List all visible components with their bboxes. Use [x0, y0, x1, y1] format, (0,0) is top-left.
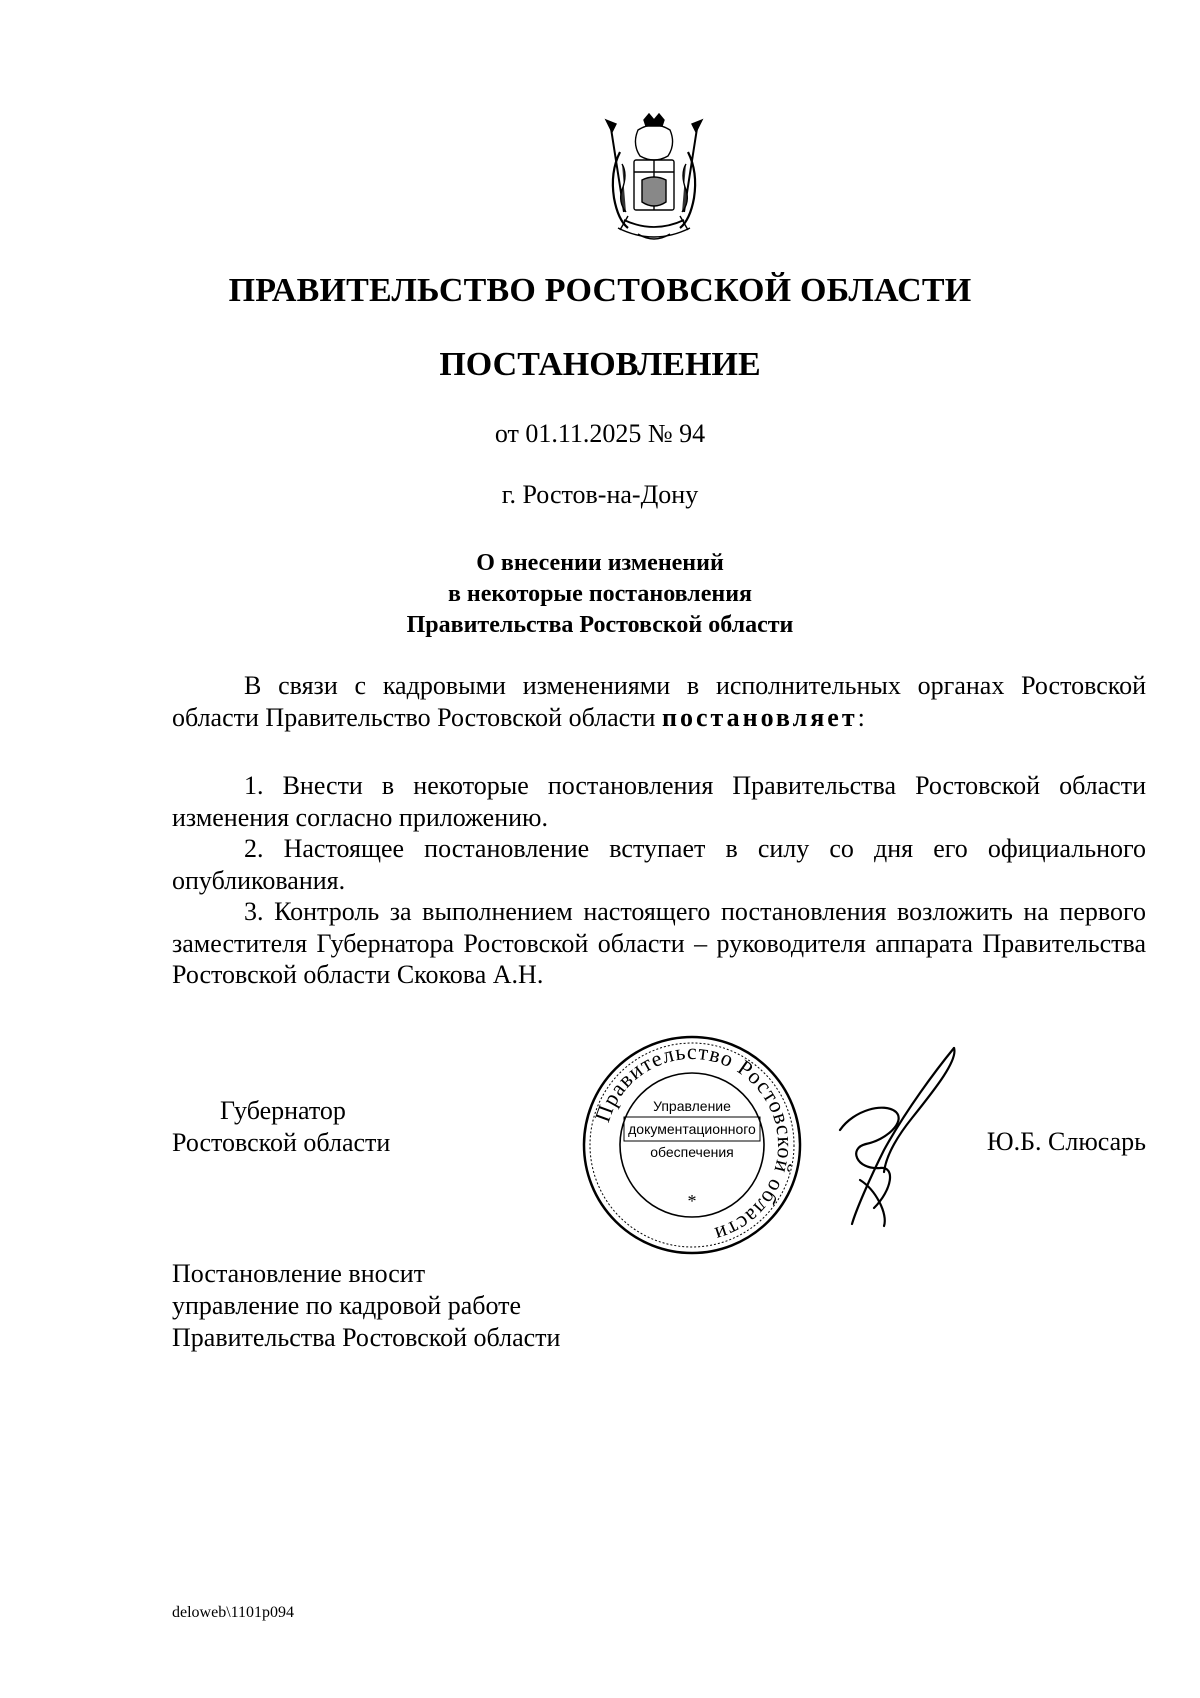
svg-text:Управление: Управление	[653, 1098, 731, 1114]
subject-line: О внесении изменений	[476, 550, 724, 576]
date-number-line: от 01.11.2025 № 94	[494, 419, 706, 448]
preamble-end: :	[857, 702, 865, 732]
resolution-points	[172, 770, 1146, 991]
city-line: г. Ростов-на-Дону	[501, 480, 699, 509]
point-3: 3. Контроль за выполнением настоящего постановления возложить на первого заместителя Губернатора Ростовской области – руководителя аппарата Правительства Ростовской области Скокова А.Н.	[172, 897, 1146, 989]
signatory-title-line: Ростовской области	[172, 1128, 391, 1157]
document-subject	[0, 548, 1200, 641]
document-type: ПОСТАНОВЛЕНИЕ	[439, 346, 761, 383]
svg-text:Правительство Ростовской облас: Правительство Ростовской области	[589, 1038, 799, 1248]
svg-text:обеспечения: обеспечения	[650, 1144, 734, 1160]
point-2: 2. Настоящее постановление вступает в силу со дня его официального опубликования.	[172, 834, 1146, 895]
submitter-line: управление по кадровой работе	[172, 1291, 522, 1320]
authority-title: ПРАВИТЕЛЬСТВО РОСТОВСКОЙ ОБЛАСТИ	[228, 272, 972, 309]
subject-line: Правительства Ростовской области	[406, 612, 794, 638]
footer-doc-code: deloweb\1101p094	[172, 1604, 295, 1621]
signatory-title-line: Губернатор	[220, 1096, 346, 1125]
signer-name: Ю.Б. Слюсарь	[986, 1127, 1146, 1156]
submitter-line: Правительства Ростовской области	[172, 1323, 561, 1352]
preamble-text: В связи с кадровыми изменениями в исполнительных органах Ростовской области Правительство Ростовской области	[172, 671, 1146, 732]
submitter-note	[172, 1258, 560, 1354]
point-1: 1. Внести в некоторые постановления Правительства Ростовской области изменения согласно приложению.	[172, 771, 1146, 832]
submitter-line: Постановление вносит	[172, 1259, 426, 1288]
preamble-keyword: постановляет	[661, 702, 858, 732]
official-seal-stamp	[580, 1033, 804, 1257]
signatory-title	[172, 1095, 390, 1159]
preamble-paragraph	[172, 670, 1146, 733]
svg-text:*: *	[687, 1191, 697, 1211]
coat-of-arms-icon	[598, 112, 710, 246]
subject-line: в некоторые постановления	[447, 581, 753, 607]
handwritten-signature	[826, 1040, 976, 1230]
svg-text:документационного: документационного	[628, 1121, 756, 1137]
